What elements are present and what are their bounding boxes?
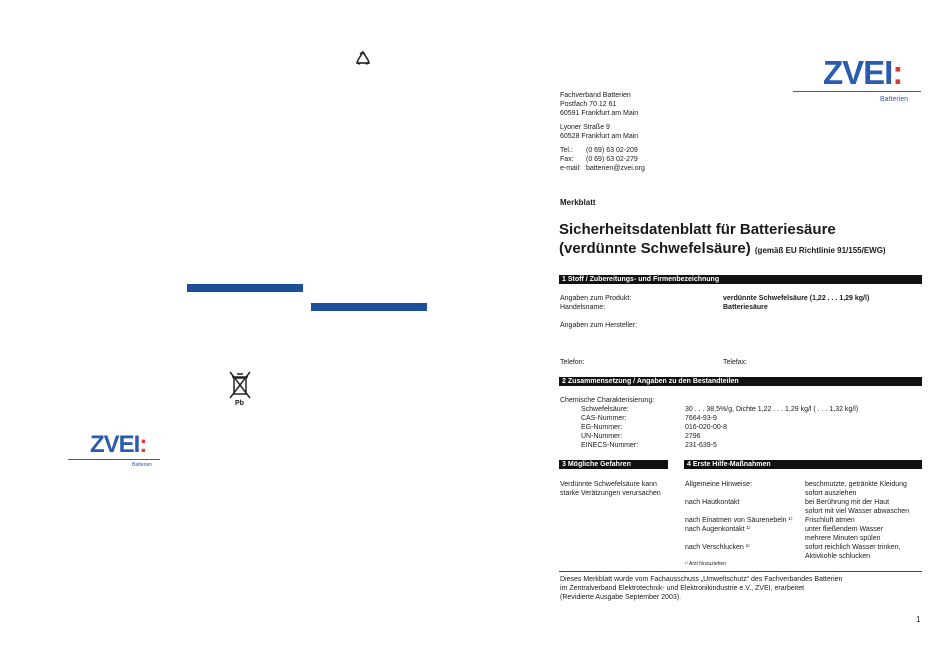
handel-value: Batteriesäure — [723, 304, 768, 311]
crossed-bin-icon — [227, 370, 253, 410]
blue-bar-1 — [187, 284, 303, 292]
right-zvei-logo: ZVEI: Batterien — [793, 56, 921, 106]
section-3-heading: 3 Mögliche Gefahren — [559, 460, 668, 469]
right-logo-subtitle: Batterien — [880, 96, 909, 103]
doc-type: Merkblatt — [560, 198, 596, 207]
recycle-icon — [353, 50, 373, 68]
section-3-text: Verdünnte Schwefelsäure kann starke Verätzungen verursachen — [560, 481, 661, 497]
blue-bar-2 — [311, 303, 427, 311]
section-4-heading: 4 Erste Hilfe-Maßnahmen — [684, 460, 922, 469]
contact-block: Tel.: (0 69) 63 02-209 Fax: (0 69) 63 02-279 e-mail: batterien@zvei.org — [560, 147, 645, 172]
first-aid-eye-label: nach Augenkontakt ¹⁾ — [685, 526, 751, 533]
page-title: Sicherheitsdatenblatt für Batteriesäure (verdünnte Schwefelsäure) (gemäß EU Richtlinie 91/155/EWG) — [559, 221, 886, 257]
bin-pb-label: Pb — [235, 400, 244, 407]
general-label: Allgemeine Hinweise: — [685, 481, 752, 488]
first-aid-skin-value: bei Berührung mit der Haut sofort mit viel Wasser abwaschen — [805, 499, 909, 515]
first-aid-swallow-label: nach Verschlucken ¹⁾ — [685, 544, 750, 551]
telefax-label: Telefax: — [723, 359, 748, 366]
footer-divider — [559, 571, 922, 572]
first-aid-footnote: ¹⁾ Arzt hinzuziehen — [685, 561, 726, 567]
produkt-value: verdünnte Schwefelsäure (1,22 . . . 1,29 kg/l) — [723, 295, 870, 302]
first-aid-eye-value: unter fließendem Wasser mehrere Minuten spülen — [805, 526, 883, 542]
footer-note: Dieses Merkblatt wurde vom Fachausschuss „Umweltschutz“ des Fachverbandes Batterien im Zentralverband Elektrotechnik- und Elektronikindustrie e.V., ZVEI, erarbeitet (Revidierte Ausgabe September 2003). — [560, 576, 843, 601]
street-block: Lyoner Straße 9 60528 Frankfurt am Main — [560, 124, 639, 140]
page-number: 1 — [916, 615, 921, 624]
section-2-heading: 2 Zusammensetzung / Angaben zu den Bestandteilen — [559, 377, 922, 386]
address-block: Fachverband Batterien Postfach 70 12 61 60591 Frankfurt am Main — [560, 92, 639, 117]
first-aid-skin-label: nach Hautkontakt — [685, 499, 740, 506]
left-logo-subtitle: Batterien — [132, 462, 153, 468]
general-value: beschmutzte, getränkte Kleidung sofort ausziehen — [805, 481, 907, 497]
right-page: ZVEI: Batterien Fachverband Batterien Postfach 70 12 61 60591 Frankfurt am Main Lyoner Straße 9 60528 Frankfurt am Main Tel.: (0 69) 63 02-209 Fax: (0 69) 63 02-279 e-mail: batterien@zvei.org Merkblatt Sicherheitsdatenblatt für Batteriesäure (verdünnte Schwefelsäure) (gemäß EU Richtlinie 91/155/EWG) 1 Stoff / Zubereitungs- und Firmenbezeichnung Angaben zum Produkt: verdünnte Schwefelsäure (1,22 . . . 1,29 kg/l) Handelsname: Batteriesäure Angaben zum Hersteller: Telefon: Telefax: 2 Zusammensetzung / Angaben zu den Bestandteilen Chemische Charakterisierung: Schwefelsäure: 30 . . . 38,5%/g, Dichte 1,22 . . . 1,29 kg/l ( . . . 1,32 kg/l) CAS-Nummer: 7664-93-9 EG-Nummer: 016-020-00-8 UN-Nummer: 2796 EINECS-Nummer: 231-639-5 3 Mögliche Gefahren Verdünnte Schwefelsäure kann starke Verätzungen verursachen 4 Erste Hilfe-Maßnahmen Allgemeine Hinweise: beschmutzte, getränkte Kleidung sofort ausziehen nach Hautkontakt bei Berührung mit der Haut sofort mit viel Wasser abwaschen nach Einatmen von Säurenebeln ¹⁾ Frischluft atmen nach Augenkontakt ¹⁾ unter fließendem Wasser mehrere Minuten spülen nach Verschlucken ¹⁾ sofort reichlich Wasser trinken, Aktivkohle schlucken ¹⁾ Arzt hinzuziehen Dieses Merkblatt wurde vom Fachausschuss „Umweltschutz“ des Fachverbandes Batterien im Zentralverband Elektrotechnik- und Elektronikindustrie e.V., ZVEI, erarbeitet (Revidierte Ausgabe September 2003). 1 — [559, 54, 921, 624]
produkt-label: Angaben zum Produkt: — [560, 295, 632, 302]
first-aid-inhale-label: nach Einatmen von Säurenebeln ¹⁾ — [685, 517, 793, 524]
chem-intro: Chemische Charakterisierung: — [560, 397, 655, 404]
section-1-heading: 1 Stoff / Zubereitungs- und Firmenbezeichnung — [559, 275, 922, 284]
telefon-label: Telefon: — [560, 359, 585, 366]
handel-label: Handelsname: — [560, 304, 606, 311]
first-aid-swallow-value: sofort reichlich Wasser trinken, Aktivkohle schlucken — [805, 544, 901, 560]
first-aid-inhale-value: Frischluft atmen — [805, 517, 855, 524]
hersteller-label: Angaben zum Hersteller: — [560, 322, 638, 329]
left-zvei-logo: ZVEI: Batterien — [68, 432, 160, 472]
